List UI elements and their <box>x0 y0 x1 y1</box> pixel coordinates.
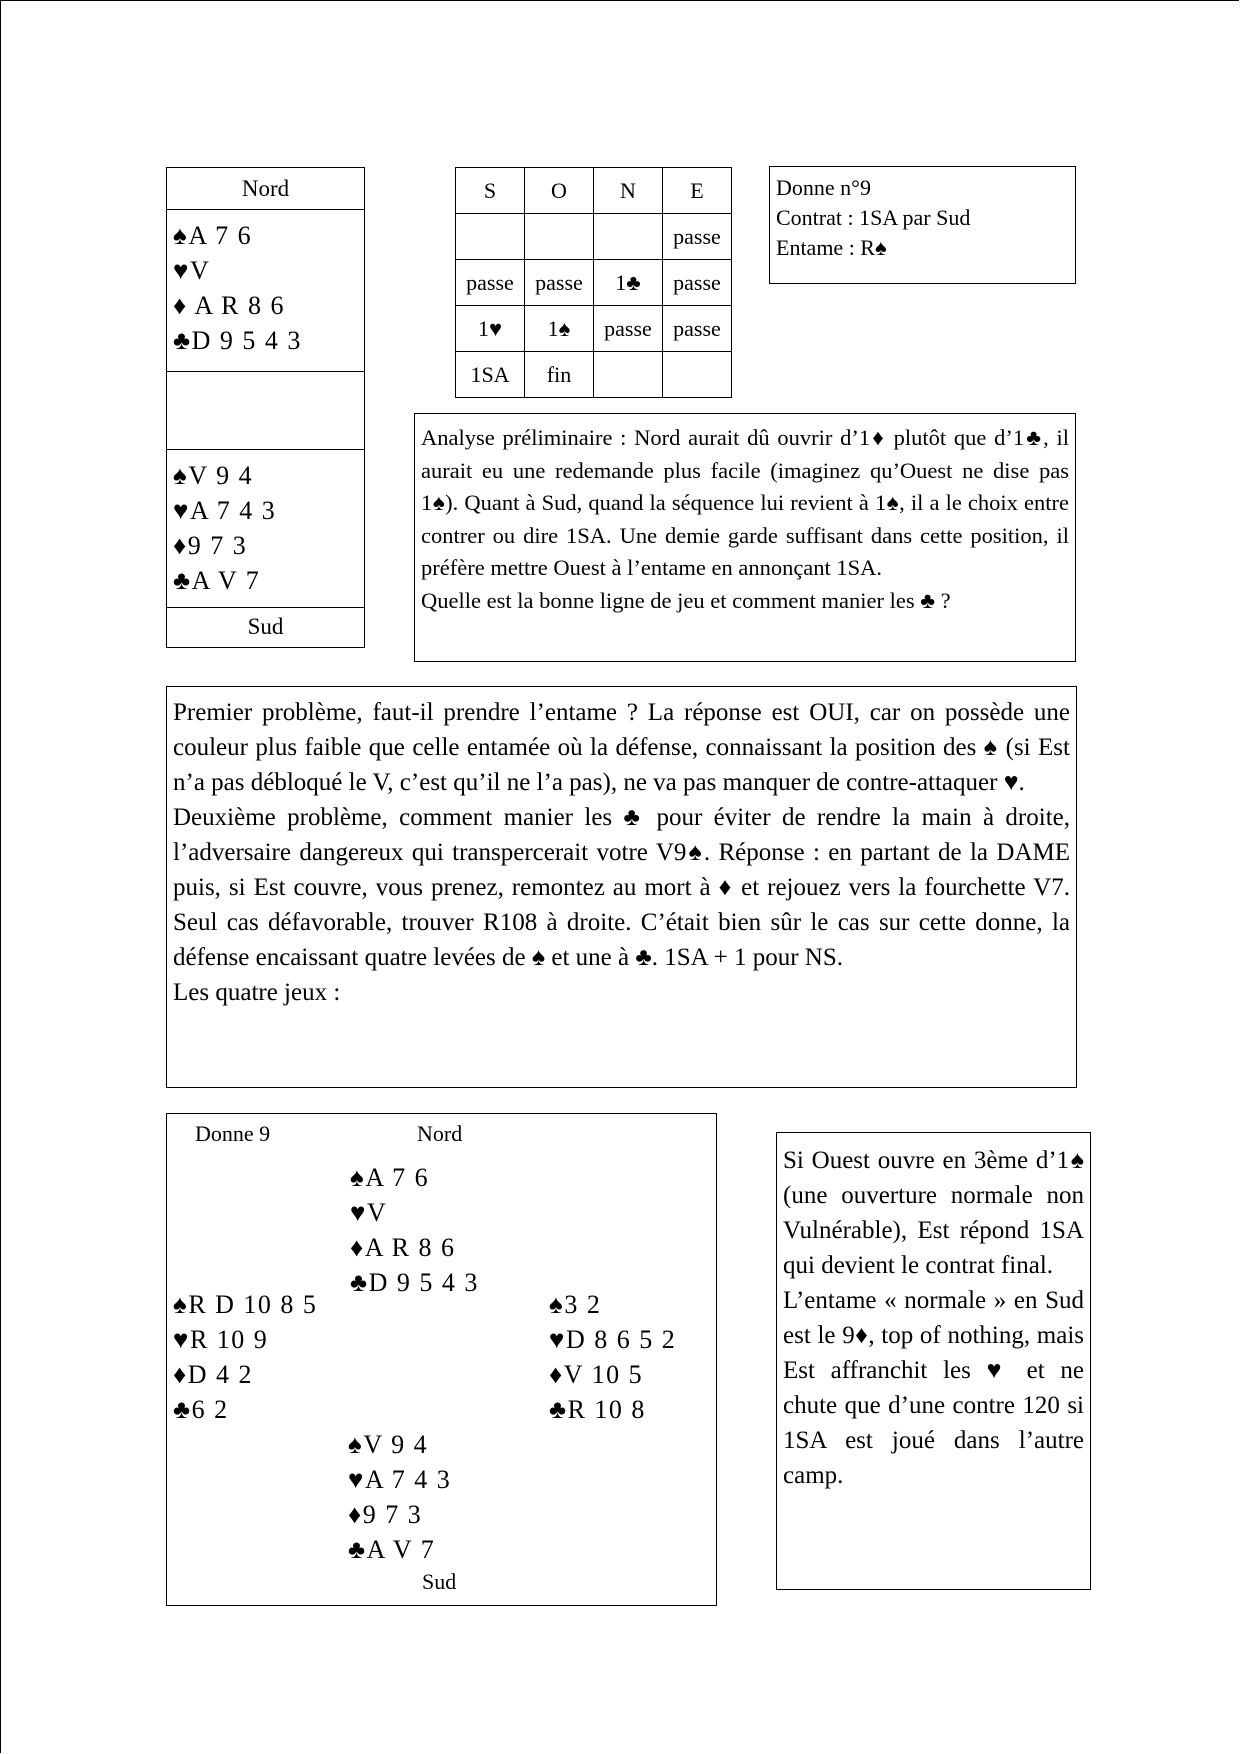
north-spades: ♠A 7 6 <box>173 221 253 250</box>
bid-cell: passe <box>594 306 663 352</box>
east-hearts: ♥D 8 6 5 2 <box>549 1325 677 1354</box>
east-clubs: ♣R 10 8 <box>549 1395 646 1424</box>
south-spades: ♠V 9 4 <box>348 1430 429 1459</box>
north-clubs: ♣D 9 5 4 3 <box>350 1268 479 1297</box>
side-note-box <box>776 1132 1091 1590</box>
diagram-north-hand <box>350 1160 479 1300</box>
south-hand <box>167 450 364 608</box>
bid-cell: 1♥ <box>456 306 525 352</box>
bidding-row <box>456 352 732 398</box>
bidding-header-row <box>456 168 732 214</box>
bid-cell: passe <box>663 306 732 352</box>
west-clubs: ♣6 2 <box>173 1395 229 1424</box>
four-hands-diagram <box>166 1113 717 1606</box>
preliminary-analysis-box <box>414 413 1076 662</box>
north-clubs: ♣D 9 5 4 3 <box>173 326 302 355</box>
analysis-question: Quelle est la bonne ligne de jeu et comment manier les ♣ ? <box>421 587 951 613</box>
deal-number: Donne n°9 <box>776 175 871 200</box>
west-spades: ♠R D 10 8 5 <box>173 1290 318 1319</box>
bidding-row <box>456 214 732 260</box>
second-problem-paragraph: Deuxième problème, comment manier les ♣ pour éviter de rendre la main à droite, l’adversaire dangereux qui transpercerait votre V9♠. Réponse : en partant de la DAME puis, si Est couvre, vous prenez, remontez au mort à ♦ et rejouez vers la fourchette V7. Seul cas défavorable, trouver R108 à droite. C’était bien sûr le cas sur cette donne, la défense encaissant quatre levées de ♠ et une à ♣. 1SA + 1 pour NS. <box>173 804 1070 971</box>
deal-contract: Contrat : 1SA par Sud <box>776 205 971 230</box>
south-diamonds: ♦9 7 3 <box>173 531 248 560</box>
bid-cell: fin <box>525 352 594 398</box>
bid-cell: passe <box>456 260 525 306</box>
south-clubs: ♣A V 7 <box>173 566 261 595</box>
south-hearts: ♥A 7 4 3 <box>348 1465 452 1494</box>
bid-cell: 1SA <box>456 352 525 398</box>
bid-cell <box>663 352 732 398</box>
north-hand <box>167 210 364 372</box>
north-diamonds: ♦A R 8 6 <box>350 1233 456 1262</box>
diagram-south-label: Sud <box>422 1569 457 1594</box>
south-label: Sud <box>247 614 284 639</box>
east-diamonds: ♦V 10 5 <box>549 1360 644 1389</box>
bid-cell <box>525 214 594 260</box>
north-spades: ♠A 7 6 <box>350 1163 430 1192</box>
bid-cell: passe <box>663 214 732 260</box>
bidding-header-cell: N <box>594 168 663 214</box>
bidding-row <box>456 306 732 352</box>
diagram-deal-label: Donne 9 <box>195 1121 271 1146</box>
east-spades: ♠3 2 <box>549 1290 602 1319</box>
bid-cell: passe <box>663 260 732 306</box>
bidding-header-cell: S <box>456 168 525 214</box>
north-hearts: ♥V <box>173 256 211 285</box>
deal-lead: Entame : R♠ <box>776 235 887 260</box>
south-hearts: ♥A 7 4 3 <box>173 496 277 525</box>
diagram-east-hand <box>549 1287 676 1427</box>
note-paragraph-2: L’entame « normale » en Sud est le 9♦, top of nothing, mais Est affranchit les ♥ et ne chute que d’une contre 120 si 1SA est joué dans l’autre camp. <box>783 1287 1084 1489</box>
deal-info-box <box>769 166 1076 284</box>
north-south-hands-box <box>166 167 365 648</box>
bidding-table <box>455 167 732 398</box>
main-explanation-box <box>166 686 1077 1088</box>
south-clubs: ♣A V 7 <box>348 1535 436 1564</box>
diagram-north-label: Nord <box>417 1121 463 1146</box>
analysis-text: Analyse préliminaire : Nord aurait dû ouvrir d’1♦ plutôt que d’1♣, il aurait eu une redemande plus facile (imaginez qu’Ouest ne dise pas 1♠). Quant à Sud, quand la séquence lui revient à 1♠, il a le choix entre contrer ou dire 1SA. Une demie garde suffisant dans cette position, il préfère mettre Ouest à l’entame en annonçant 1SA. <box>421 425 1069 580</box>
south-spades: ♠V 9 4 <box>173 461 254 490</box>
bidding-header-cell: E <box>663 168 732 214</box>
north-diamonds: ♦ A R 8 6 <box>173 291 286 320</box>
south-diamonds: ♦9 7 3 <box>348 1500 423 1529</box>
bid-cell <box>456 214 525 260</box>
bid-cell: 1♣ <box>594 260 663 306</box>
bid-cell <box>594 214 663 260</box>
bidding-header-cell: O <box>525 168 594 214</box>
bid-cell <box>594 352 663 398</box>
note-paragraph-1: Si Ouest ouvre en 3ème d’1♠ (une ouverture normale non Vulnérable), Est répond 1SA qui devient le contrat final. <box>783 1147 1084 1279</box>
west-hearts: ♥R 10 9 <box>173 1325 269 1354</box>
north-hearts: ♥V <box>350 1198 388 1227</box>
bid-cell: 1♠ <box>525 306 594 352</box>
four-hands-intro: Les quatre jeux : <box>173 979 341 1006</box>
first-problem-paragraph: Premier problème, faut-il prendre l’entame ? La réponse est OUI, car on possède une couleur plus faible que celle entamée où la défense, connaissant la position des ♠ (si Est n’a pas débloqué le V, c’est qu’il ne l’a pas), ne va pas manquer de contre-attaquer ♥. <box>173 699 1070 796</box>
diagram-west-hand <box>173 1287 317 1427</box>
west-diamonds: ♦D 4 2 <box>173 1360 254 1389</box>
diagram-south-hand <box>348 1427 451 1567</box>
north-label: Nord <box>167 168 364 210</box>
bid-cell: passe <box>525 260 594 306</box>
hands-divider-gap <box>167 372 364 450</box>
bidding-row <box>456 260 732 306</box>
